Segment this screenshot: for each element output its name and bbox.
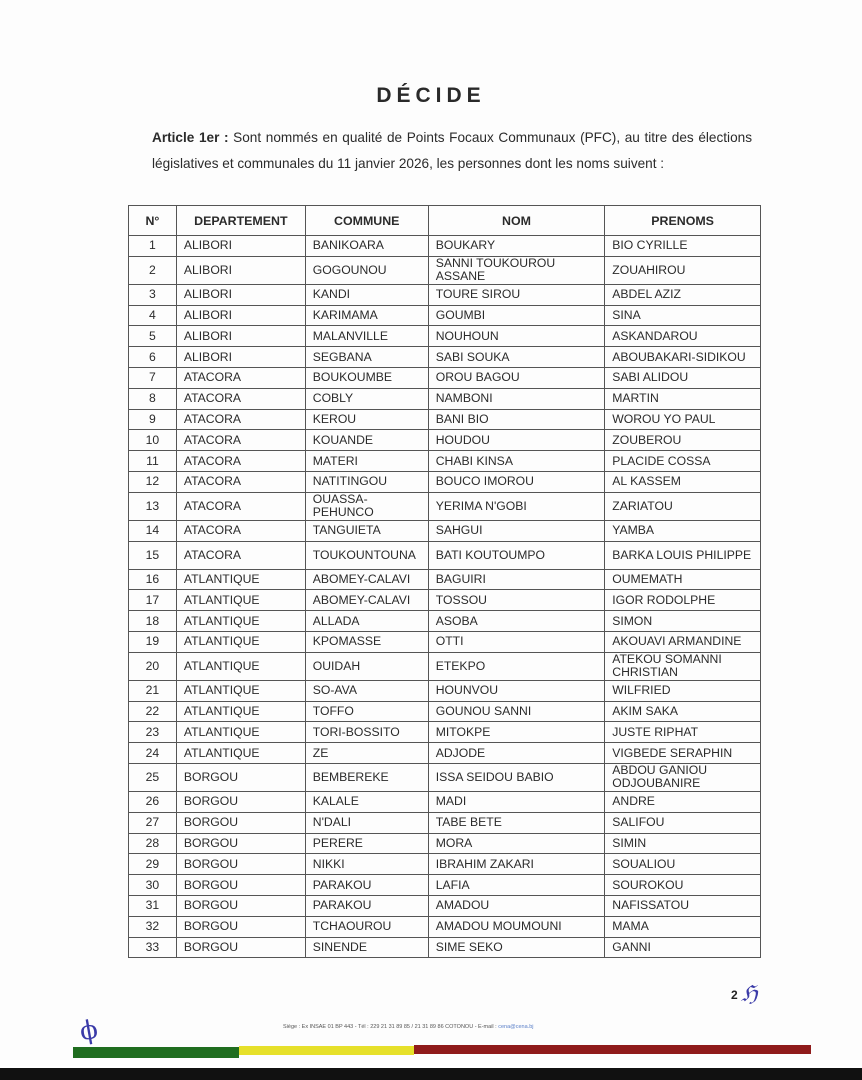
footer-address-text: Siège : Ex INSAE 01 BP 443 - Tél : 229 21 31 89 85 / 21 31 89 86 COTONOU - E-mail : <box>283 1024 499 1030</box>
cell-departement: BORGOU <box>176 791 305 812</box>
table-row <box>129 367 761 388</box>
cell-prenoms: WILFRIED <box>605 680 761 701</box>
table-header-row <box>129 206 761 236</box>
cell-nom: MORA <box>428 833 605 854</box>
cell-prenoms: WOROU YO PAUL <box>605 409 761 430</box>
cell-prenoms: SOUALIOU <box>605 854 761 875</box>
cell-departement: ATACORA <box>176 492 305 520</box>
table-body <box>129 236 761 958</box>
bottom-black-bar <box>0 1068 862 1080</box>
table-row <box>129 791 761 812</box>
cell-commune: NIKKI <box>305 854 428 875</box>
cell-commune: ZE <box>305 743 428 764</box>
cell-prenoms: YAMBA <box>605 520 761 541</box>
cell-number: 12 <box>129 471 177 492</box>
cell-nom: GOUMBI <box>428 305 605 326</box>
cell-commune: TOUKOUNTOUNA <box>305 541 428 569</box>
table-row <box>129 541 761 569</box>
cell-nom: AMADOU MOUMOUNI <box>428 916 605 937</box>
table-row <box>129 743 761 764</box>
table-row <box>129 701 761 722</box>
cell-number: 32 <box>129 916 177 937</box>
cell-number: 30 <box>129 875 177 896</box>
flag-color-band <box>73 1046 811 1058</box>
cell-nom: HOUNVOU <box>428 680 605 701</box>
cell-prenoms: GANNI <box>605 937 761 958</box>
cell-nom: BOUKARY <box>428 236 605 257</box>
cell-prenoms: OUMEMATH <box>605 569 761 590</box>
cell-commune: NATITINGOU <box>305 471 428 492</box>
cell-number: 10 <box>129 430 177 451</box>
cell-departement: ALIBORI <box>176 326 305 347</box>
cell-prenoms: ANDRE <box>605 791 761 812</box>
cell-departement: BORGOU <box>176 937 305 958</box>
cell-number: 2 <box>129 256 177 284</box>
cell-prenoms: ABDEL AZIZ <box>605 284 761 305</box>
cell-departement: ALIBORI <box>176 347 305 368</box>
cell-number: 6 <box>129 347 177 368</box>
cell-prenoms: SABI ALIDOU <box>605 367 761 388</box>
table-row <box>129 652 761 680</box>
cell-prenoms: ZARIATOU <box>605 492 761 520</box>
cell-prenoms: VIGBEDE SERAPHIN <box>605 743 761 764</box>
cell-number: 28 <box>129 833 177 854</box>
cell-commune: BANIKOARA <box>305 236 428 257</box>
cell-commune: ABOMEY-CALAVI <box>305 590 428 611</box>
table-row <box>129 520 761 541</box>
table-row <box>129 388 761 409</box>
header-departement: DEPARTEMENT <box>176 206 305 236</box>
table-row <box>129 937 761 958</box>
table-row <box>129 430 761 451</box>
table-row <box>129 451 761 472</box>
cell-nom: TOURE SIROU <box>428 284 605 305</box>
cell-commune: ABOMEY-CALAVI <box>305 569 428 590</box>
cell-commune: TORI-BOSSITO <box>305 722 428 743</box>
table-row <box>129 763 761 791</box>
cell-departement: ALIBORI <box>176 305 305 326</box>
cell-nom: SANNI TOUKOUROU ASSANE <box>428 256 605 284</box>
table-row <box>129 833 761 854</box>
cell-prenoms: PLACIDE COSSA <box>605 451 761 472</box>
article-text: Sont nommés en qualité de Points Focaux Communaux (PFC), au titre des élections législatives et communales du 11 janvier 2026, les personnes dont les noms suivent : <box>152 130 752 171</box>
cell-departement: ATACORA <box>176 388 305 409</box>
flag-green-stripe <box>73 1047 239 1058</box>
table-row <box>129 305 761 326</box>
cell-nom: TOSSOU <box>428 590 605 611</box>
cell-number: 8 <box>129 388 177 409</box>
cell-number: 17 <box>129 590 177 611</box>
cell-number: 7 <box>129 367 177 388</box>
cell-departement: ATLANTIQUE <box>176 631 305 652</box>
cell-number: 18 <box>129 611 177 632</box>
table-row <box>129 722 761 743</box>
cell-commune: KARIMAMA <box>305 305 428 326</box>
cell-number: 26 <box>129 791 177 812</box>
cell-departement: BORGOU <box>176 895 305 916</box>
cell-prenoms: ASKANDAROU <box>605 326 761 347</box>
cell-nom: SIME SEKO <box>428 937 605 958</box>
cell-prenoms: ZOUBEROU <box>605 430 761 451</box>
cell-commune: MATERI <box>305 451 428 472</box>
cell-departement: ALIBORI <box>176 236 305 257</box>
page-number: 2 <box>731 988 738 1002</box>
table-row <box>129 680 761 701</box>
cell-nom: BOUCO IMOROU <box>428 471 605 492</box>
cell-departement: ATLANTIQUE <box>176 590 305 611</box>
article-label: Article 1er : <box>152 130 229 145</box>
cell-departement: BORGOU <box>176 875 305 896</box>
cell-prenoms: ABOUBAKARI-SIDIKOU <box>605 347 761 368</box>
cell-commune: SO-AVA <box>305 680 428 701</box>
cell-nom: BAGUIRI <box>428 569 605 590</box>
cell-prenoms: SIMON <box>605 611 761 632</box>
cell-departement: BORGOU <box>176 812 305 833</box>
cell-prenoms: BARKA LOUIS PHILIPPE <box>605 541 761 569</box>
cell-number: 14 <box>129 520 177 541</box>
cell-commune: KEROU <box>305 409 428 430</box>
cell-number: 22 <box>129 701 177 722</box>
cell-nom: MITOKPE <box>428 722 605 743</box>
cell-prenoms: NAFISSATOU <box>605 895 761 916</box>
header-commune: COMMUNE <box>305 206 428 236</box>
cell-nom: CHABI KINSA <box>428 451 605 472</box>
cell-prenoms: JUSTE RIPHAT <box>605 722 761 743</box>
cell-departement: BORGOU <box>176 916 305 937</box>
cell-nom: SAHGUI <box>428 520 605 541</box>
cell-departement: ATLANTIQUE <box>176 701 305 722</box>
cell-commune: TCHAOUROU <box>305 916 428 937</box>
cell-departement: ATLANTIQUE <box>176 722 305 743</box>
cell-number: 20 <box>129 652 177 680</box>
cell-number: 5 <box>129 326 177 347</box>
table-row <box>129 590 761 611</box>
cell-departement: BORGOU <box>176 763 305 791</box>
cell-departement: BORGOU <box>176 854 305 875</box>
initials-mark: ℌ <box>741 982 758 1007</box>
cell-commune: ALLADA <box>305 611 428 632</box>
header-prenoms: PRENOMS <box>605 206 761 236</box>
footer-address <box>283 1024 533 1030</box>
cell-nom: NOUHOUN <box>428 326 605 347</box>
cell-number: 1 <box>129 236 177 257</box>
footer-email-link[interactable]: cena@cena.bj <box>498 1024 534 1030</box>
cell-commune: KALALE <box>305 791 428 812</box>
table-row <box>129 492 761 520</box>
cell-departement: ATLANTIQUE <box>176 743 305 764</box>
cell-prenoms: ABDOU GANIOU ODJOUBANIRE <box>605 763 761 791</box>
cell-nom: YERIMA N'GOBI <box>428 492 605 520</box>
cell-prenoms: ATEKOU SOMANNI CHRISTIAN <box>605 652 761 680</box>
cell-commune: TOFFO <box>305 701 428 722</box>
cell-number: 13 <box>129 492 177 520</box>
cell-number: 16 <box>129 569 177 590</box>
cell-nom: ASOBA <box>428 611 605 632</box>
table-row <box>129 256 761 284</box>
cell-nom: ETEKPO <box>428 652 605 680</box>
cell-number: 25 <box>129 763 177 791</box>
cell-number: 33 <box>129 937 177 958</box>
cell-departement: ATLANTIQUE <box>176 680 305 701</box>
table-row <box>129 409 761 430</box>
table-row <box>129 569 761 590</box>
cell-commune: SINENDE <box>305 937 428 958</box>
cell-commune: BEMBEREKE <box>305 763 428 791</box>
signature-mark: ϕ <box>77 1014 101 1048</box>
cell-prenoms: SOUROKOU <box>605 875 761 896</box>
cell-commune: MALANVILLE <box>305 326 428 347</box>
cell-departement: ATACORA <box>176 409 305 430</box>
appointees-table <box>128 205 761 958</box>
cell-commune: N'DALI <box>305 812 428 833</box>
cell-number: 4 <box>129 305 177 326</box>
cell-commune: PARAKOU <box>305 895 428 916</box>
cell-number: 3 <box>129 284 177 305</box>
header-number: N° <box>129 206 177 236</box>
cell-number: 23 <box>129 722 177 743</box>
cell-departement: ATLANTIQUE <box>176 611 305 632</box>
table-row <box>129 916 761 937</box>
cell-nom: TABE BETE <box>428 812 605 833</box>
cell-number: 31 <box>129 895 177 916</box>
cell-prenoms: SALIFOU <box>605 812 761 833</box>
cell-commune: GOGOUNOU <box>305 256 428 284</box>
table-row <box>129 875 761 896</box>
cell-prenoms: SIMIN <box>605 833 761 854</box>
cell-nom: AMADOU <box>428 895 605 916</box>
cell-nom: LAFIA <box>428 875 605 896</box>
cell-nom: OROU BAGOU <box>428 367 605 388</box>
table-row <box>129 347 761 368</box>
cell-departement: BORGOU <box>176 833 305 854</box>
article-paragraph <box>152 125 752 177</box>
cell-commune: KOUANDE <box>305 430 428 451</box>
cell-commune: BOUKOUMBE <box>305 367 428 388</box>
cell-nom: SABI SOUKA <box>428 347 605 368</box>
cell-departement: ATLANTIQUE <box>176 652 305 680</box>
cell-nom: OTTI <box>428 631 605 652</box>
cell-prenoms: AKIM SAKA <box>605 701 761 722</box>
cell-departement: ALIBORI <box>176 256 305 284</box>
cell-commune: KANDI <box>305 284 428 305</box>
cell-departement: ATLANTIQUE <box>176 569 305 590</box>
cell-nom: GOUNOU SANNI <box>428 701 605 722</box>
cell-nom: IBRAHIM ZAKARI <box>428 854 605 875</box>
table-row <box>129 611 761 632</box>
cell-departement: ATACORA <box>176 541 305 569</box>
table-row <box>129 631 761 652</box>
flag-yellow-stripe <box>239 1046 414 1055</box>
cell-commune: KPOMASSE <box>305 631 428 652</box>
cell-prenoms: IGOR RODOLPHE <box>605 590 761 611</box>
flag-red-stripe <box>414 1045 811 1054</box>
cell-prenoms: AKOUAVI ARMANDINE <box>605 631 761 652</box>
cell-prenoms: AL KASSEM <box>605 471 761 492</box>
cell-commune: PERERE <box>305 833 428 854</box>
cell-commune: COBLY <box>305 388 428 409</box>
cell-nom: ADJODE <box>428 743 605 764</box>
cell-nom: BANI BIO <box>428 409 605 430</box>
cell-departement: ALIBORI <box>176 284 305 305</box>
cell-nom: HOUDOU <box>428 430 605 451</box>
cell-number: 9 <box>129 409 177 430</box>
cell-departement: ATACORA <box>176 367 305 388</box>
cell-departement: ATACORA <box>176 471 305 492</box>
cell-commune: SEGBANA <box>305 347 428 368</box>
table-row <box>129 854 761 875</box>
cell-prenoms: BIO CYRILLE <box>605 236 761 257</box>
cell-nom: BATI KOUTOUMPO <box>428 541 605 569</box>
page-title: DÉCIDE <box>376 84 486 107</box>
header-nom: NOM <box>428 206 605 236</box>
cell-commune: OUASSA-PEHUNCO <box>305 492 428 520</box>
cell-number: 24 <box>129 743 177 764</box>
table-row <box>129 284 761 305</box>
cell-nom: ISSA SEIDOU BABIO <box>428 763 605 791</box>
cell-commune: OUIDAH <box>305 652 428 680</box>
cell-number: 15 <box>129 541 177 569</box>
cell-departement: ATACORA <box>176 451 305 472</box>
cell-number: 29 <box>129 854 177 875</box>
cell-prenoms: MAMA <box>605 916 761 937</box>
cell-departement: ATACORA <box>176 520 305 541</box>
table-row <box>129 895 761 916</box>
cell-number: 27 <box>129 812 177 833</box>
table-row <box>129 471 761 492</box>
cell-commune: TANGUIETA <box>305 520 428 541</box>
cell-nom: MADI <box>428 791 605 812</box>
cell-number: 11 <box>129 451 177 472</box>
cell-commune: PARAKOU <box>305 875 428 896</box>
table-row <box>129 326 761 347</box>
cell-nom: NAMBONI <box>428 388 605 409</box>
cell-prenoms: MARTIN <box>605 388 761 409</box>
cell-number: 21 <box>129 680 177 701</box>
cell-departement: ATACORA <box>176 430 305 451</box>
cell-prenoms: ZOUAHIROU <box>605 256 761 284</box>
cell-number: 19 <box>129 631 177 652</box>
table-row <box>129 812 761 833</box>
cell-prenoms: SINA <box>605 305 761 326</box>
table-row <box>129 236 761 257</box>
